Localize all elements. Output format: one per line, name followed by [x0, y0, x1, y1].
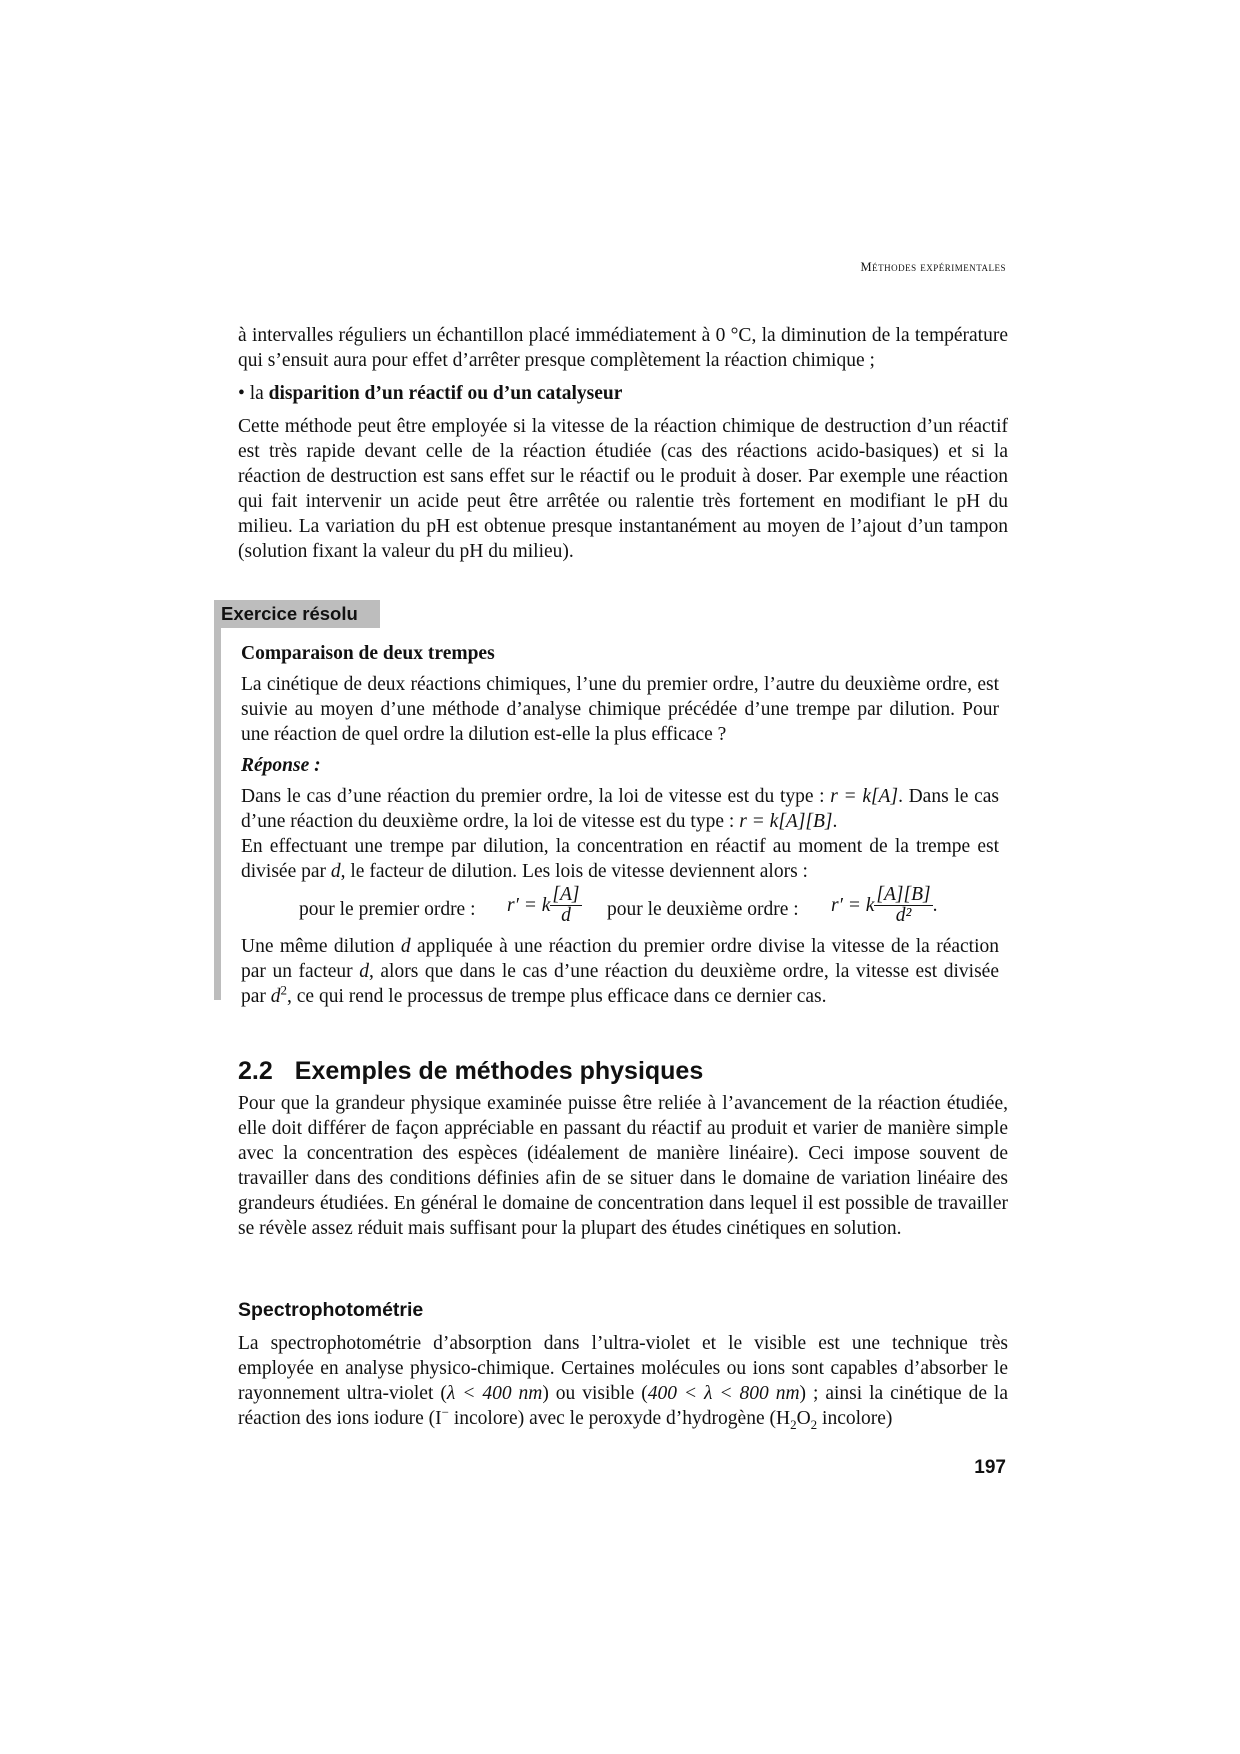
formula-1	[507, 885, 582, 926]
exercise-sidebar	[214, 628, 221, 1000]
answer-1-text-b: . Dans le cas d’une réaction du deuxième ordre, la loi de vitesse est du type :	[241, 786, 999, 832]
answer-3-text-b: appliquée à une réaction du premier ordre divise la vitesse de la réaction par un facteur	[241, 936, 999, 982]
answer-3-var-2: d	[359, 961, 369, 982]
spectro-text-d: incolore) avec le peroxyde d’hydrogène (H	[448, 1408, 791, 1429]
subsection-body	[238, 1331, 1008, 1431]
subsection-paragraph	[238, 1331, 1008, 1431]
answer-3-text-a: Une même dilution	[241, 936, 401, 957]
formula-2-denominator: d²	[895, 905, 912, 926]
paragraph-disparition: Cette méthode peut être employée si la vitesse de la réaction chimique de destruction d’un réactif est très rapide devant celle de la réaction étudiée (cas des réactions acido-basiques) et si la réaction de destruction est sans effet sur le réactif ou le produit à doser. Par exemple une réaction qui fait intervenir un acide peut être arrêtée ou ralentie très fortement en modifiant le pH du milieu. La variation du pH est obtenue presque instantanément au moyen de l’ajout d’un tampon (solution fixant la valeur du pH du milieu).	[238, 416, 1008, 562]
formula-2-lhs: r′ = k	[831, 895, 875, 916]
spectro-text-a: La spectrophotométrie d’absorption dans l’ultra-violet et le visible est une technique très employée en analyse physico-chimique. Certaines molécules ou ions sont capables d’absorber le rayonnement ultra-violet (	[238, 1333, 1008, 1404]
page-number: 197	[974, 1457, 1006, 1478]
spectro-text-c: ) ; ainsi la cinétique de la réaction des ions iodure (I	[238, 1383, 1008, 1429]
answer-3-text-d: , ce qui rend le processus de trempe plus efficace dans ce dernier cas.	[287, 986, 827, 1007]
formula-1-numerator: [A]	[552, 884, 580, 905]
h2o2-oxygen: O	[796, 1408, 811, 1429]
iodide-charge: −	[441, 1404, 449, 1420]
section-heading	[238, 1056, 703, 1086]
answer-3-var-1: d	[400, 936, 411, 957]
formula-1-label: pour le premier ordre :	[299, 899, 476, 920]
bullet-bold-text: disparition d’un réactif ou d’un catalyseur	[268, 383, 623, 404]
top-text	[238, 323, 1008, 564]
bullet-icon: •	[238, 383, 245, 404]
paragraph-trempe-temperature: à intervalles réguliers un échantillon placé immédiatement à 0 °C, la diminution de la température qui s’ensuit aura pour effet d’arrêter presque complètement la réaction chimique ;	[238, 325, 1008, 371]
answer-label: Réponse :	[241, 755, 321, 776]
formula-1-denominator: d	[561, 905, 571, 926]
bullet-item	[238, 381, 1008, 406]
spectro-text-b: ) ou visible (	[542, 1383, 648, 1404]
answer-2-text-b: , le facteur de dilution. Les lois de vitesse deviennent alors :	[340, 861, 808, 882]
formula-1-lhs: r′ = k	[507, 895, 551, 916]
answer-2-text-a: En effectuant une trempe par dilution, la concentration en réactif au moment de la trempe est divisée par	[241, 836, 999, 882]
section-title: Exemples de méthodes physiques	[294, 1057, 704, 1085]
exercise-statement: La cinétique de deux réactions chimiques, l’une du premier ordre, l’autre du deuxième ordre, est suivie au moyen d’une méthode d’analyse chimique précédée d’une trempe par dilution. Pour une réaction de quel ordre la dilution est-elle la plus efficace ?	[241, 674, 999, 745]
section-paragraph: Pour que la grandeur physique examinée puisse être reliée à l’avancement de la réaction étudiée, elle doit différer de façon appréciable en passant du réactif au produit et varier de manière simple avec la concentration des espèces (idéalement de manière linéaire). Ceci impose souvent de travailler dans des conditions définies afin de se situer dans le domaine de variation linéaire des grandeurs étudiées. En général le domaine de concentration dans lequel il est possible de travailler se révèle assez réduit mais suffisant pour la plupart des études cinétiques en solution.	[238, 1093, 1008, 1239]
spectro-text-e: incolore)	[817, 1408, 893, 1429]
answer-1-text-a: Dans le cas d’une réaction du premier ordre, la loi de vitesse est du type :	[241, 786, 831, 807]
answer-3-text-c: , alors que dans le cas d’une réaction du deuxième ordre, la vitesse est divisée par	[241, 961, 999, 1007]
formula-2-numerator: [A][B]	[876, 884, 931, 905]
running-head: Méthodes expérimentales	[860, 260, 1006, 274]
h2o2-subscript-2: 2	[810, 1416, 818, 1432]
uv-range: λ < 400 nm	[446, 1383, 543, 1404]
formula-2-period: .	[932, 895, 938, 916]
subsection-heading: Spectrophotométrie	[238, 1299, 424, 1321]
bullet-prefix: la	[249, 383, 269, 404]
answer-paragraph-1	[241, 784, 999, 834]
answer-3-var-3: d	[270, 986, 281, 1007]
answer-1-text-c: .	[832, 811, 838, 832]
rate-law-first-order: r = k[A]	[830, 786, 899, 807]
visible-range: 400 < λ < 800 nm	[647, 1383, 800, 1404]
section-number: 2.2	[238, 1057, 273, 1085]
formula-row	[241, 884, 999, 934]
rate-law-second-order: r = k[A][B]	[739, 811, 833, 832]
answer-paragraph-2	[241, 834, 999, 884]
section-body	[238, 1091, 1008, 1241]
exercise-content	[241, 641, 999, 1009]
h2o2-subscript-1: 2	[790, 1416, 797, 1432]
exercise-title: Comparaison de deux trempes	[241, 643, 495, 664]
answer-paragraph-3	[241, 934, 999, 1009]
formula-1-fraction	[550, 885, 581, 926]
answer-3-exponent: 2	[280, 982, 288, 998]
dilution-variable: d	[330, 861, 341, 882]
formula-2-label: pour le deuxième ordre :	[607, 899, 799, 920]
formula-2	[831, 885, 937, 926]
exercise-tag: Exercice résolu	[214, 600, 380, 628]
formula-2-fraction	[874, 885, 932, 926]
